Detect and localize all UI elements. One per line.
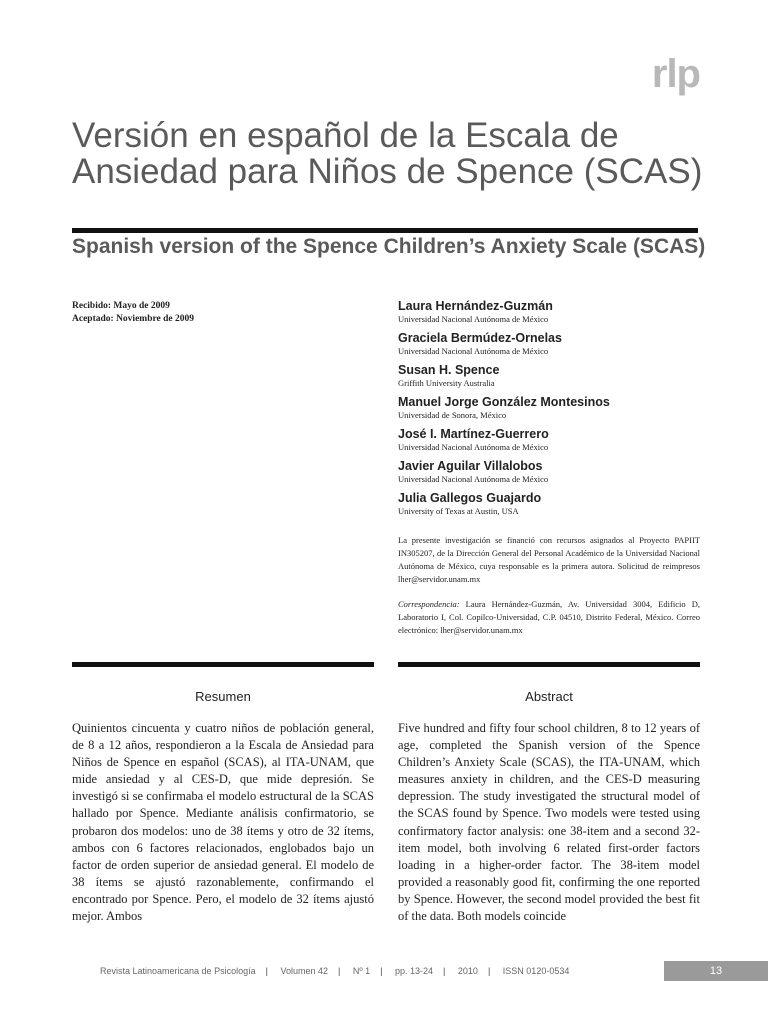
page-number: 13	[664, 961, 768, 981]
resumen-heading: Resumen	[195, 689, 251, 704]
author-name: Graciela Bermúdez-Ornelas	[398, 331, 562, 345]
footer-separator: |	[338, 966, 341, 976]
author-name: Manuel Jorge González Montesinos	[398, 395, 610, 409]
footer-journal: Revista Latinoamericana de Psicología	[100, 966, 256, 976]
article-dates	[72, 300, 194, 326]
author-item	[398, 458, 703, 485]
correspondence-note	[398, 598, 700, 637]
author-item	[398, 426, 703, 453]
received-date: Recibido: Mayo de 2009	[72, 301, 170, 311]
article-subtitle: Spanish version of the Spence Children’s Anxiety Scale (SCAS)	[72, 235, 706, 258]
author-affiliation: Universidad Nacional Autónoma de México	[398, 442, 549, 452]
journal-logo: rlp	[651, 52, 700, 96]
author-name: José I. Martínez-Guerrero	[398, 427, 549, 441]
abstract-divider	[398, 662, 700, 667]
correspondence-label: Correspondencia:	[398, 599, 460, 609]
author-affiliation: Universidad Nacional Autónoma de México	[398, 314, 549, 324]
footer-pages: pp. 13-24	[395, 966, 434, 976]
author-item	[398, 298, 703, 325]
author-name: Javier Aguilar Villalobos	[398, 459, 543, 473]
correspondence-text: Laura Hernández-Guzmán, Av. Universidad 3004, Edificio D, Laboratorio I, Col. Copilco-Universidad, C.P. 04510, Distrito Federal, México. Correo electrónico: lher@servidor.unam.mx	[398, 599, 700, 635]
author-name: Julia Gallegos Guajardo	[398, 491, 542, 505]
author-affiliation: Universidad de Sonora, México	[398, 410, 507, 420]
footer-separator: |	[443, 966, 446, 976]
footer-number: Nº 1	[352, 966, 371, 976]
abstract-heading: Abstract	[525, 689, 573, 704]
page-footer	[100, 966, 579, 976]
author-item	[398, 394, 703, 421]
title-divider	[72, 228, 698, 233]
footer-separator: |	[487, 966, 491, 976]
footer-issn: ISSN 0120-0534	[502, 966, 570, 976]
author-item	[398, 362, 703, 389]
resumen-text: Quinientos cincuenta y cuatro niños de población general, de 8 a 12 años, respondieron a la Escala de Ansiedad para Niños de Spence en español (SCAS), al ITA-UNAM, que mide ansiedad y al CES-D, que mide depresión. Se investigó si se confirmaba el modelo estructural de la SCAS hallado por Spence. Mediante análisis confirmatorio, se probaron dos modelos: uno de 38 ítems y otro de 32 ítems, ambos con 6 factores relacionados, englobados bajo un factor de orden superior de ansiedad general. El modelo de 38 ítems se ajustó razonablemente, confirmando el encontrado por Spence. Pero, el modelo de 32 ítems ajustó mejor. Ambos	[72, 721, 374, 924]
article-title: Versión en español de la Escala de Ansiedad para Niños de Spence (SCAS)	[72, 116, 703, 191]
author-affiliation: Griffith University Australia	[398, 378, 495, 388]
footer-year: 2010	[457, 966, 478, 976]
author-name: Susan H. Spence	[398, 363, 500, 377]
author-name: Laura Hernández-Guzmán	[398, 299, 553, 313]
abstract-text: Five hundred and fifty four school children, 8 to 12 years of age, completed the Spanish version of the Spence Children’s Anxiety Scale (SCAS), the ITA-UNAM, which measures anxiety in children, and the CES-D measuring depression. The study investigated the structural model of the SCAS found by Spence. Two models were tested using confirmatory factor analysis: one 38-item and a second 32-item model, both involving 6 related first-order factors loading in a higher-order factor. The 38-item model provided a reasonably good fit, confirming the one reported by Spence. However, the second model provided the best fit of the data. Both models coincide	[398, 721, 700, 924]
author-affiliation: Universidad Nacional Autónoma de México	[398, 474, 549, 484]
resumen-divider	[72, 662, 374, 667]
author-affiliation: University of Texas at Austin, USA	[398, 506, 519, 516]
footer-volume: Volumen 42	[280, 966, 328, 976]
footer-separator: |	[265, 966, 268, 976]
funding-note: La presente investigación se financió con recursos asignados al Proyecto PAPIIT IN305207, de la Dirección General del Personal Académico de la Universidad Nacional Autónoma de México, cuya responsable es la primera autora. Solicitud de reimpresos lher@servidor.unam.mx	[398, 535, 700, 584]
footer-separator: |	[380, 966, 383, 976]
accepted-date: Aceptado: Noviembre de 2009	[72, 314, 194, 324]
author-item	[398, 490, 703, 517]
author-affiliation: Universidad Nacional Autónoma de México	[398, 346, 549, 356]
author-item	[398, 330, 703, 357]
author-list	[398, 298, 703, 522]
